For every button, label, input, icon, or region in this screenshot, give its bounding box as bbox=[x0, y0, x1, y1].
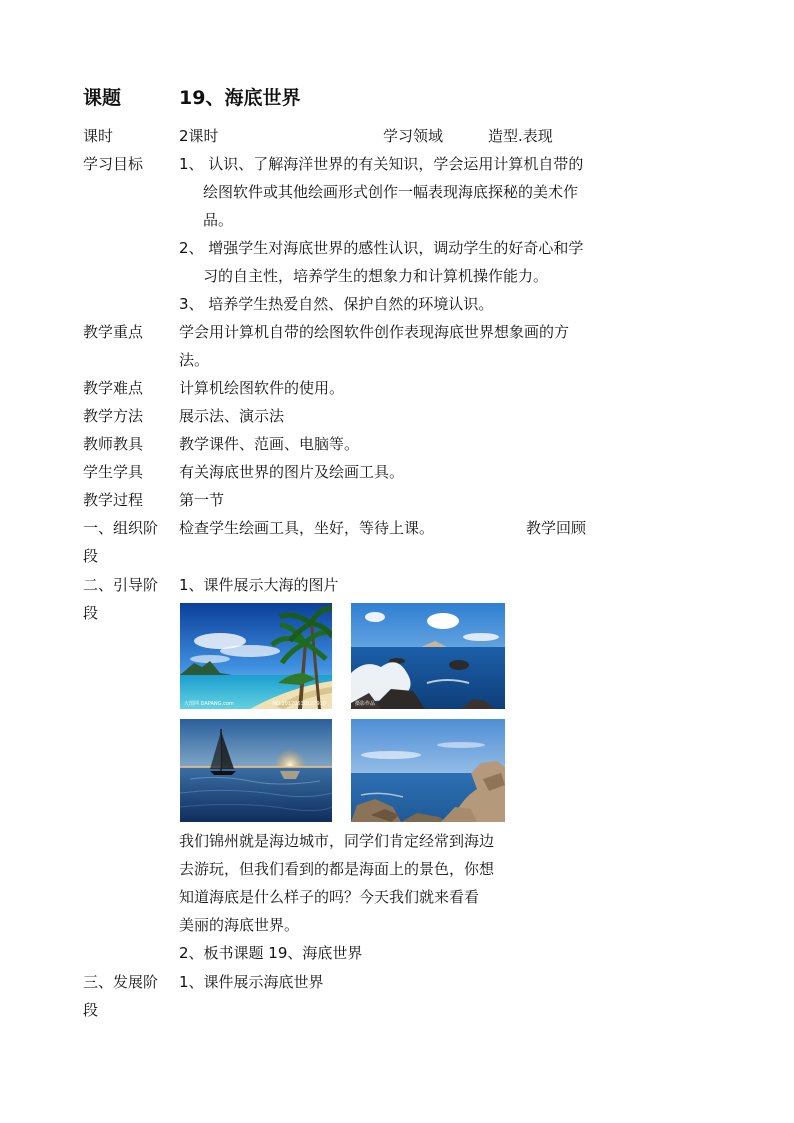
stage2-paragraph-line: 我们锦州就是海边城市，同学们肯定经常到海边 bbox=[179, 832, 495, 850]
photo-tropical-beach bbox=[180, 603, 332, 709]
goal-line: 1、 认识、了解海洋世界的有关知识，学会运用计算机自带的 bbox=[179, 155, 584, 173]
teacher-tools-label: 教师教具 bbox=[83, 435, 144, 453]
photo-sailboat-sunset bbox=[180, 719, 332, 822]
goals-label: 学习目标 bbox=[83, 155, 144, 173]
method-label: 教学方法 bbox=[83, 407, 144, 425]
photo-waves-rocks bbox=[351, 603, 505, 709]
goal-line: 3、 培养学生热爱自然、保护自然的环境认识。 bbox=[179, 295, 494, 313]
stage3-label: 三、发展阶 bbox=[83, 973, 159, 991]
goal-line: 习的自主性，培养学生的想象力和计算机操作能力。 bbox=[203, 267, 549, 285]
photo1-watermark-id: NO.20120530127910 bbox=[272, 701, 326, 707]
stage2-label: 二、引导阶 bbox=[83, 576, 159, 594]
hours-label: 课时 bbox=[83, 127, 114, 145]
stage1-label: 一、组织阶 bbox=[83, 519, 159, 537]
teacher-tools-value: 教学课件、范画、电脑等。 bbox=[179, 435, 360, 453]
process-label: 教学过程 bbox=[83, 491, 144, 509]
focus-line: 法。 bbox=[179, 351, 210, 369]
photo-rocky-coast bbox=[351, 719, 505, 822]
photo1-watermark: 大图网 DAPANG.com bbox=[184, 701, 234, 707]
stage2-step1: 1、课件展示大海的图片 bbox=[179, 576, 339, 594]
process-value: 第一节 bbox=[179, 491, 225, 509]
goal-line: 绘图软件或其他绘画形式创作一幅表现海底探秘的美术作 bbox=[203, 183, 579, 201]
stage1-note: 教学回顾 bbox=[526, 519, 587, 537]
student-tools-label: 学生学具 bbox=[83, 463, 144, 481]
student-tools-value: 有关海底世界的图片及绘画工具。 bbox=[179, 463, 405, 481]
course-label: 课题 bbox=[83, 87, 122, 109]
photo2-watermark: 摄影作品 bbox=[355, 701, 376, 707]
stage1-label: 段 bbox=[83, 547, 99, 565]
difficulty-label: 教学难点 bbox=[83, 379, 144, 397]
method-value: 展示法、演示法 bbox=[179, 407, 285, 425]
stage2-step2: 2、板书课题 19、海底世界 bbox=[179, 944, 363, 962]
stage2-paragraph-line: 知道海底是什么样子的吗？今天我们就来看看 bbox=[179, 888, 480, 906]
focus-line: 学会用计算机自带的绘图软件创作表现海底世界想象画的方 bbox=[179, 323, 570, 341]
stage2-label: 段 bbox=[83, 604, 99, 622]
page-title: 19、海底世界 bbox=[179, 87, 301, 109]
field-value: 造型.表现 bbox=[488, 127, 553, 145]
stage3-label: 段 bbox=[83, 1001, 99, 1019]
goal-line: 品。 bbox=[203, 211, 234, 229]
stage2-paragraph-line: 美丽的海底世界。 bbox=[179, 916, 300, 934]
stage1-value: 检查学生绘画工具，坐好，等待上课。 bbox=[179, 519, 435, 537]
field-label: 学习领域 bbox=[383, 127, 444, 145]
goal-line: 2、 增强学生对海底世界的感性认识，调动学生的好奇心和学 bbox=[179, 239, 584, 257]
hours-value: 2课时 bbox=[179, 127, 219, 145]
stage2-paragraph-line: 去游玩，但我们看到的都是海面上的景色，你想 bbox=[179, 860, 495, 878]
focus-label: 教学重点 bbox=[83, 323, 144, 341]
stage3-step1: 1、课件展示海底世界 bbox=[179, 973, 324, 991]
difficulty-value: 计算机绘图软件的使用。 bbox=[179, 379, 345, 397]
